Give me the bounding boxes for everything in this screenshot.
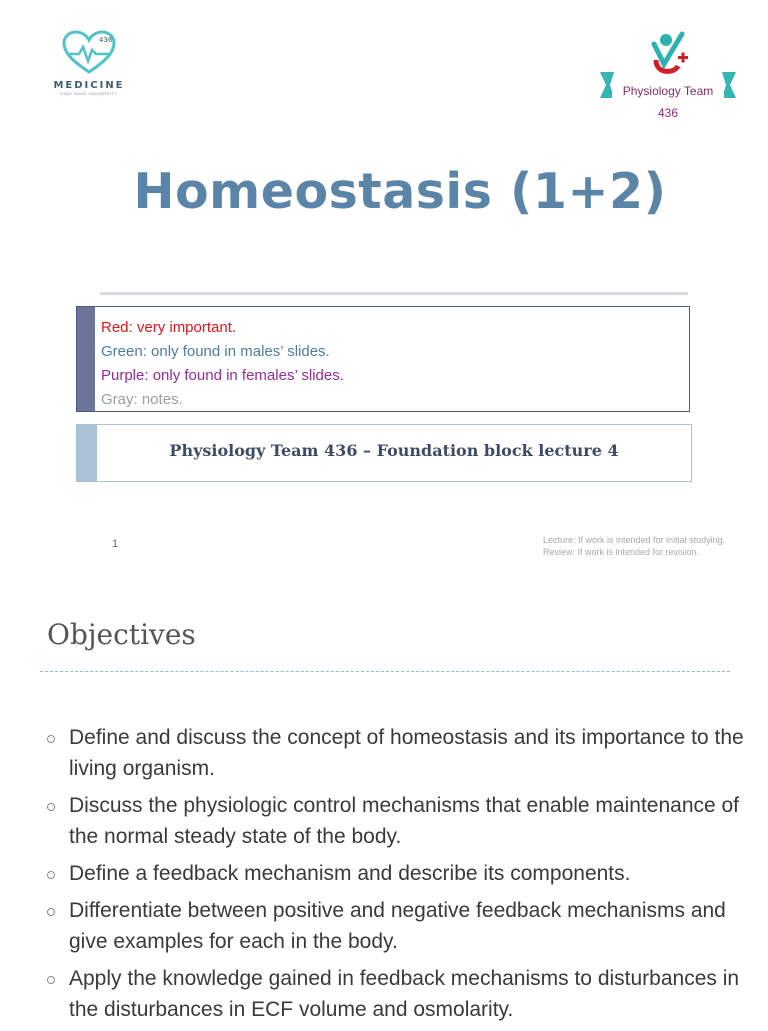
color-legend	[76, 306, 690, 412]
circle-bullet-icon	[47, 908, 55, 916]
list-item: Discuss the physiologic control mechanisms that enable maintenance of the normal steady state of the body.	[40, 790, 760, 852]
list-item: Differentiate between positive and negative feedback mechanisms and give examples for each in the body.	[40, 895, 760, 957]
heart-pulse-icon	[61, 30, 117, 76]
page-title: Homeostasis (1+2)	[133, 163, 667, 220]
circle-bullet-icon	[47, 976, 55, 984]
list-item: Apply the knowledge gained in feedback mechanisms to disturbances in the disturbances in ECF volume and osmolarity.	[40, 963, 760, 1025]
objectives-slide	[0, 580, 768, 1024]
note-review: Review: If work is intended for revision.	[543, 547, 700, 557]
legend-gray: Gray: notes.	[101, 391, 183, 408]
svg-text:436: 436	[99, 36, 113, 44]
title-divider	[100, 292, 688, 295]
page-number: 1	[112, 538, 119, 550]
medicine-logo	[44, 30, 134, 120]
university-text: KING SAUD UNIVERSITY	[60, 91, 118, 96]
legend-red: Red: very important.	[101, 319, 237, 336]
circle-bullet-icon	[47, 871, 55, 879]
circle-bullet-icon	[47, 803, 55, 811]
legend-accent-bar	[77, 307, 95, 411]
physiology-team-label: Physiology Team 436	[612, 80, 724, 102]
objectives-divider	[40, 671, 730, 672]
circle-bullet-icon	[47, 735, 55, 743]
legend-green: Green: only found in males’ slides.	[101, 343, 330, 360]
list-item: Define and discuss the concept of homeostasis and its importance to the living organism.	[40, 722, 760, 784]
lecture-info-text: Physiology Team 436 – Foundation block lecture 4	[169, 441, 619, 460]
lecture-info-box	[76, 424, 692, 482]
legend-purple: Purple: only found in females’ slides.	[101, 367, 344, 384]
note-lecture: Lecture: If work is intended for initial studying.	[543, 535, 726, 545]
objectives-list	[40, 722, 760, 1031]
medicine-brand-text: MEDICINE	[53, 80, 125, 91]
list-item: Define a feedback mechanism and describe its components.	[40, 858, 760, 889]
physiology-team-logo	[598, 30, 738, 120]
usage-notes	[543, 534, 725, 558]
lecture-accent-bar	[77, 425, 97, 481]
objectives-title: Objectives	[47, 618, 196, 651]
